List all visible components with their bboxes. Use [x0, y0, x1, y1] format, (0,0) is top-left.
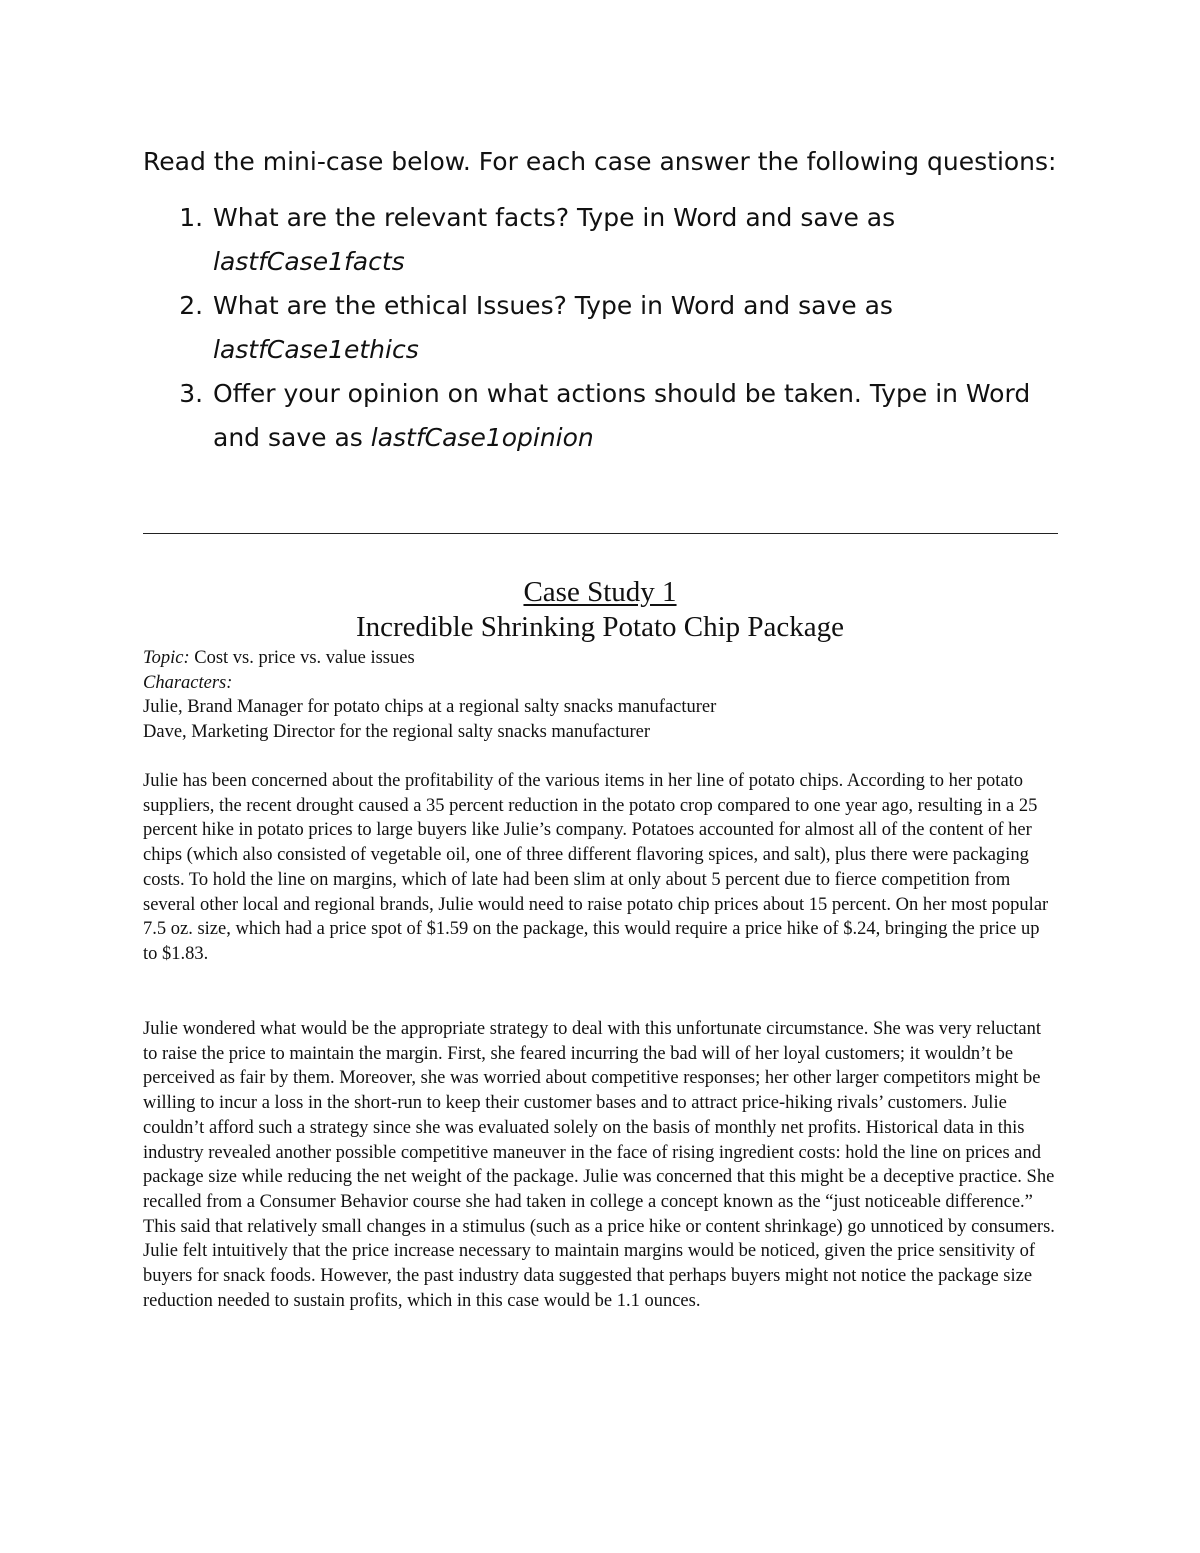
question-filename: lastfCase1opinion — [370, 423, 594, 452]
question-item-3 — [211, 372, 1063, 460]
case-meta — [143, 646, 1063, 745]
question-filename: lastfCase1facts — [213, 247, 405, 276]
topic-value: Cost vs. price vs. value issues — [194, 648, 415, 668]
characters-label-line — [143, 671, 1063, 696]
question-item-2 — [211, 284, 1063, 372]
question-text: What are the ethical Issues? Type in Word and save as — [213, 291, 893, 320]
character-item: Julie, Brand Manager for potato chips at a regional salty snacks manufacturer — [143, 697, 717, 718]
question-item-1 — [211, 196, 1063, 284]
case-subtitle: Incredible Shrinking Potato Chip Package — [355, 611, 845, 643]
case-title — [0, 574, 1200, 610]
instructions-block — [143, 140, 1063, 460]
question-filename: lastfCase1ethics — [213, 335, 419, 364]
horizontal-divider — [143, 533, 1058, 534]
characters-label: Characters: — [143, 672, 233, 693]
character-item: Dave, Marketing Director for the regional salty snacks manufacturer — [143, 722, 651, 743]
topic-line — [143, 646, 1063, 671]
case-paragraph-1: Julie has been concerned about the profitability of the various items in her line of potato chips. According to her potato suppliers, the recent drought caused a 35 percent reduction in the potato crop compared to one year ago, resulting in a 25 percent hike in potato prices to large buyers like Julie’s company. Potatoes accounted for almost all of the content of her chips (which also consisted of vegetable oil, one of three different flavoring spices, and salt), plus there were packaging costs. To hold the line on margins, which of late had been slim at only about 5 percent due to fierce competition from several other local and regional brands, Julie would need to raise potato chip prices about 15 percent. On her most popular 7.5 oz. size, which had a price spot of $1.59 on the package, this would require a price hike of $.24, bringing the price up to $1.83. — [143, 771, 1049, 964]
question-text: Offer your opinion on what actions should be taken. Type in Word and save as — [213, 379, 1031, 452]
case-title-text: Case Study 1 — [523, 576, 677, 608]
question-text: What are the relevant facts? Type in Word and save as — [213, 203, 896, 232]
instructions-intro: Read the mini-case below. For each case answer the following questions: — [143, 147, 1057, 176]
topic-label: Topic: — [143, 648, 190, 668]
question-list — [143, 196, 1063, 460]
case-paragraph-2: Julie wondered what would be the appropriate strategy to deal with this unfortunate circumstance. She was very reluctant to raise the price to maintain the margin. First, she feared incurring the bad will of her loyal customers; it wouldn’t be perceived as fair by them. Moreover, she was worried about competitive responses; her other larger competitors might be willing to incur a loss in the short-run to keep their customer bases and to attract price-hiking rivals’ customers. Julie couldn’t afford such a strategy since she was evaluated solely on the basis of monthly net profits. Historical data in this industry revealed another possible competitive maneuver in the face of rising ingredient costs: hold the line on prices and package size while reducing the net weight of the package. Julie was concerned that this might be a deceptive practice. She recalled from a Consumer Behavior course she had taken in college a concept known as the “just noticeable difference.” This said that relatively small changes in a stimulus (such as a price hike or content shrinkage) go unnoticed by consumers. Julie felt intuitively that the price increase necessary to maintain margins would be noticed, given the price sensitivity of buyers for snack foods. However, the past industry data suggested that perhaps buyers might not notice the package size reduction needed to sustain profits, which in this case would be 1.1 ounces. — [143, 1019, 1055, 1311]
